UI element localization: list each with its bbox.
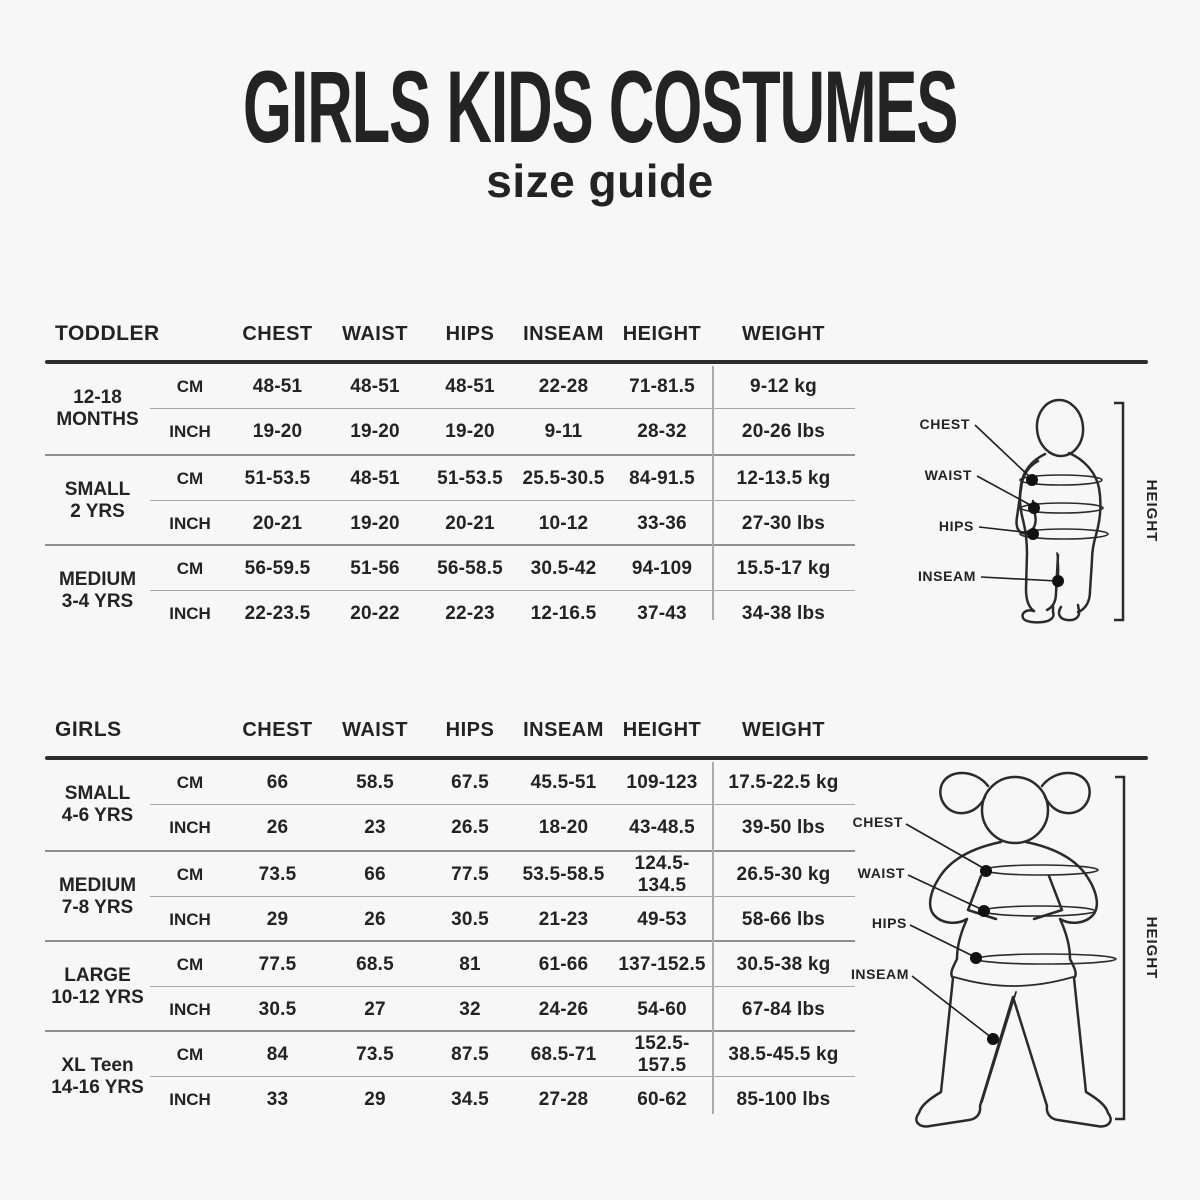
toddler-waist-dot xyxy=(1028,502,1040,514)
value-cm-waist: 68.5 xyxy=(356,953,394,975)
size-row-group xyxy=(45,364,855,454)
size-name: SMALL xyxy=(64,478,131,500)
toddler-figure-block xyxy=(895,393,1175,643)
unit-label-cm: CM xyxy=(176,864,204,884)
size-age: 3-4 YRS xyxy=(61,591,134,612)
size-label xyxy=(45,479,150,524)
toddler-chest-dot xyxy=(1026,474,1038,486)
toddler-head-outline xyxy=(1034,398,1086,459)
value-inch-height: 43-48.5 xyxy=(629,816,695,838)
value-inch-weight: 27-30 lbs xyxy=(741,512,826,534)
value-cm-waist: 48-51 xyxy=(350,375,400,397)
column-header-weight: WEIGHT xyxy=(742,718,825,741)
value-cm-weight: 9-12 kg xyxy=(750,375,817,397)
table-title: GIRLS xyxy=(55,718,122,741)
value-inch-waist: 23 xyxy=(364,816,386,838)
value-inch-hips: 20-21 xyxy=(445,512,495,534)
value-cm-height: 152.5-157.5 xyxy=(634,1032,690,1076)
girl-hips-dot xyxy=(970,952,982,964)
value-cm-hips: 87.5 xyxy=(451,1043,489,1065)
column-header-waist: WAIST xyxy=(342,322,408,345)
value-cm-inseam: 68.5-71 xyxy=(530,1043,597,1065)
value-cm-weight: 26.5-30 kg xyxy=(736,863,831,885)
toddler-figure-diagram xyxy=(895,393,1175,643)
header xyxy=(0,50,1200,208)
value-cm-chest: 66 xyxy=(266,771,289,793)
value-cm-height: 109-123 xyxy=(626,771,698,793)
girl-chest-leader xyxy=(906,824,985,869)
value-cm-inseam: 25.5-30.5 xyxy=(522,467,605,489)
size-name: SMALL xyxy=(64,782,131,804)
value-inch-inseam: 12-16.5 xyxy=(530,602,597,624)
toddler-back-foot xyxy=(1059,605,1079,620)
table-body xyxy=(45,364,855,634)
toddler-height-bracket xyxy=(1114,403,1123,620)
value-inch-chest: 33 xyxy=(266,1088,289,1110)
value-cm-inseam: 53.5-58.5 xyxy=(522,863,605,885)
table-title: TODDLER xyxy=(55,322,160,345)
toddler-inseam-label: INSEAM xyxy=(917,568,976,584)
unit-row-divider xyxy=(150,500,855,501)
girl-hips-label: HIPS xyxy=(871,915,907,931)
unit-row-divider xyxy=(150,590,855,591)
value-inch-height: 49-53 xyxy=(637,908,687,930)
size-row-group xyxy=(45,454,855,544)
value-inch-chest: 30.5 xyxy=(258,998,297,1020)
value-cm-hips: 67.5 xyxy=(451,771,489,793)
page-title: GIRLS KIDS COSTUMES xyxy=(242,50,958,164)
column-header-chest: CHEST xyxy=(242,322,313,345)
value-cm-hips: 81 xyxy=(459,953,481,975)
unit-label-cm: CM xyxy=(176,954,204,974)
value-inch-waist: 26 xyxy=(364,908,386,930)
toddler-hips-dot xyxy=(1027,528,1039,540)
size-label xyxy=(45,783,150,828)
column-header-inseam: INSEAM xyxy=(523,322,604,345)
value-inch-chest: 26 xyxy=(266,816,289,838)
girls-size-table xyxy=(45,704,855,1120)
girl-waist-dot xyxy=(978,905,990,917)
value-cm-waist: 66 xyxy=(364,863,386,885)
size-row-group xyxy=(45,760,855,850)
unit-label-cm: CM xyxy=(176,468,204,488)
girl-chest-label: CHEST xyxy=(852,814,903,830)
unit-row-divider xyxy=(150,896,855,897)
unit-row-divider xyxy=(150,1076,855,1077)
girl-left-pigtail xyxy=(940,773,988,813)
size-row-group xyxy=(45,544,855,634)
toddler-waist-label: WAIST xyxy=(924,467,972,483)
column-header-weight: WEIGHT xyxy=(742,322,825,345)
value-cm-waist: 51-56 xyxy=(350,557,400,579)
girl-head-outline xyxy=(982,777,1048,843)
value-cm-height: 71-81.5 xyxy=(629,375,695,397)
girl-right-pigtail xyxy=(1042,773,1090,813)
toddler-inseam-dot xyxy=(1052,575,1064,587)
girl-shorts-hem xyxy=(954,977,1073,986)
size-row-group xyxy=(45,850,855,940)
unit-row-divider xyxy=(150,986,855,987)
girl-waist-label: WAIST xyxy=(857,865,905,881)
value-inch-weight: 39-50 lbs xyxy=(741,816,826,838)
value-inch-height: 37-43 xyxy=(637,602,687,624)
weight-column-divider xyxy=(712,762,714,1114)
girl-chest-dot xyxy=(980,865,992,877)
girl-figure-diagram xyxy=(840,762,1170,1137)
size-name: 12-18 xyxy=(73,386,122,408)
value-inch-hips: 32 xyxy=(459,998,481,1020)
toddler-waist-leader xyxy=(977,476,1034,507)
unit-label-cm: CM xyxy=(176,376,204,396)
size-label xyxy=(45,965,150,1010)
value-inch-inseam: 10-12 xyxy=(538,512,589,534)
column-header-waist: WAIST xyxy=(342,718,408,741)
unit-label-inch: INCH xyxy=(169,817,211,837)
girl-waist-ring xyxy=(983,906,1095,916)
girl-height-label: HEIGHT xyxy=(1143,916,1160,980)
value-cm-hips: 51-53.5 xyxy=(437,467,503,489)
size-age: 14-16 YRS xyxy=(51,1077,144,1098)
value-cm-weight: 17.5-22.5 kg xyxy=(728,771,839,793)
value-inch-chest: 29 xyxy=(266,908,289,930)
value-cm-chest: 51-53.5 xyxy=(244,467,311,489)
value-inch-waist: 20-22 xyxy=(350,602,400,624)
column-header-height: HEIGHT xyxy=(622,718,702,741)
value-inch-weight: 34-38 lbs xyxy=(741,602,826,624)
girl-figure-block xyxy=(840,762,1170,1137)
value-inch-hips: 26.5 xyxy=(451,816,489,838)
size-name: LARGE xyxy=(64,964,131,986)
girl-height-bracket xyxy=(1115,777,1124,1119)
value-cm-waist: 58.5 xyxy=(356,771,394,793)
value-cm-weight: 12-13.5 kg xyxy=(736,467,831,489)
unit-label-inch: INCH xyxy=(169,1089,211,1109)
unit-label-cm: CM xyxy=(176,1044,204,1064)
value-cm-chest: 84 xyxy=(266,1043,289,1065)
toddler-inseam-leader xyxy=(981,577,1057,581)
toddler-chest-label: CHEST xyxy=(919,416,970,432)
value-cm-waist: 48-51 xyxy=(350,467,400,489)
table-header-row xyxy=(45,704,855,756)
value-inch-chest: 22-23.5 xyxy=(244,602,311,624)
table-header-row xyxy=(45,308,855,360)
value-inch-inseam: 9-11 xyxy=(544,420,583,442)
value-inch-waist: 19-20 xyxy=(350,512,400,534)
page-title-wrap xyxy=(0,50,1200,164)
size-label xyxy=(45,387,150,432)
girl-body-outline xyxy=(916,842,1110,1126)
value-inch-inseam: 24-26 xyxy=(538,998,589,1020)
size-row-group xyxy=(45,1030,855,1120)
toddler-arm-outline xyxy=(1017,461,1038,533)
unit-row-divider xyxy=(150,408,855,409)
unit-row-divider xyxy=(150,804,855,805)
value-inch-weight: 85-100 lbs xyxy=(736,1088,831,1110)
size-age: MONTHS xyxy=(56,409,139,430)
toddler-size-table xyxy=(45,308,855,634)
value-cm-inseam: 22-28 xyxy=(538,375,589,397)
unit-label-inch: INCH xyxy=(169,999,211,1019)
table-body xyxy=(45,760,855,1120)
value-inch-height: 33-36 xyxy=(637,512,687,534)
value-inch-inseam: 21-23 xyxy=(538,908,589,930)
size-age: 7-8 YRS xyxy=(61,897,134,918)
unit-label-inch: INCH xyxy=(169,513,211,533)
value-cm-height: 84-91.5 xyxy=(629,467,695,489)
column-header-inseam: INSEAM xyxy=(523,718,604,741)
size-name: MEDIUM xyxy=(58,568,137,590)
girl-waist-leader xyxy=(908,875,983,910)
toddler-chest-leader xyxy=(975,425,1032,479)
value-inch-hips: 22-23 xyxy=(445,602,495,624)
size-age: 2 YRS xyxy=(70,501,125,522)
girl-hips-leader xyxy=(910,925,975,957)
value-inch-inseam: 18-20 xyxy=(538,816,589,838)
value-cm-chest: 48-51 xyxy=(252,375,303,397)
value-cm-height: 137-152.5 xyxy=(618,953,706,975)
value-cm-inseam: 45.5-51 xyxy=(530,771,597,793)
size-name: MEDIUM xyxy=(58,874,137,896)
value-inch-hips: 34.5 xyxy=(451,1088,489,1110)
unit-label-inch: INCH xyxy=(169,603,211,623)
value-cm-chest: 56-59.5 xyxy=(244,557,311,579)
page-subtitle: size guide xyxy=(486,155,714,207)
girl-inseam-dot xyxy=(987,1033,999,1045)
value-cm-chest: 73.5 xyxy=(258,863,297,885)
column-header-height: HEIGHT xyxy=(622,322,702,345)
size-age: 10-12 YRS xyxy=(51,987,144,1008)
value-cm-hips: 56-58.5 xyxy=(437,557,503,579)
size-name: XL Teen xyxy=(61,1054,134,1076)
size-age: 4-6 YRS xyxy=(61,805,134,826)
value-inch-height: 60-62 xyxy=(637,1088,687,1110)
value-cm-inseam: 61-66 xyxy=(538,953,589,975)
value-inch-chest: 19-20 xyxy=(252,420,303,442)
value-cm-weight: 30.5-38 kg xyxy=(736,953,831,975)
unit-label-inch: INCH xyxy=(169,421,211,441)
unit-label-cm: CM xyxy=(176,772,204,792)
unit-label-cm: CM xyxy=(176,558,204,578)
value-cm-weight: 38.5-45.5 kg xyxy=(728,1043,839,1065)
value-inch-inseam: 27-28 xyxy=(538,1088,589,1110)
value-inch-height: 54-60 xyxy=(637,998,687,1020)
value-inch-hips: 19-20 xyxy=(445,420,495,442)
girl-inseam-line xyxy=(982,992,1016,1102)
size-label xyxy=(45,875,150,920)
value-inch-hips: 30.5 xyxy=(451,908,489,930)
value-inch-weight: 20-26 lbs xyxy=(741,420,826,442)
value-cm-chest: 77.5 xyxy=(258,953,297,975)
value-inch-waist: 27 xyxy=(364,998,386,1020)
value-cm-hips: 77.5 xyxy=(451,863,489,885)
value-cm-height: 124.5-134.5 xyxy=(634,852,690,896)
value-cm-weight: 15.5-17 kg xyxy=(736,557,831,579)
girl-inseam-label: INSEAM xyxy=(850,966,909,982)
unit-label-inch: INCH xyxy=(169,909,211,929)
column-header-chest: CHEST xyxy=(242,718,313,741)
value-inch-height: 28-32 xyxy=(637,420,687,442)
value-cm-height: 94-109 xyxy=(631,557,693,579)
value-inch-weight: 58-66 lbs xyxy=(741,908,826,930)
value-inch-waist: 19-20 xyxy=(350,420,400,442)
size-label xyxy=(45,1055,150,1100)
girl-hips-ring xyxy=(976,954,1116,964)
value-inch-waist: 29 xyxy=(364,1088,386,1110)
size-label xyxy=(45,569,150,614)
toddler-hips-label: HIPS xyxy=(938,518,974,534)
value-inch-chest: 20-21 xyxy=(252,512,303,534)
weight-column-divider xyxy=(712,366,714,620)
value-cm-waist: 73.5 xyxy=(356,1043,394,1065)
girl-right-inner-arm xyxy=(1034,876,1062,919)
value-inch-weight: 67-84 lbs xyxy=(741,998,826,1020)
column-header-hips: HIPS xyxy=(445,322,495,345)
toddler-height-label: HEIGHT xyxy=(1143,479,1160,543)
value-cm-inseam: 30.5-42 xyxy=(530,557,597,579)
value-cm-hips: 48-51 xyxy=(445,375,495,397)
size-row-group xyxy=(45,940,855,1030)
column-header-hips: HIPS xyxy=(445,718,495,741)
